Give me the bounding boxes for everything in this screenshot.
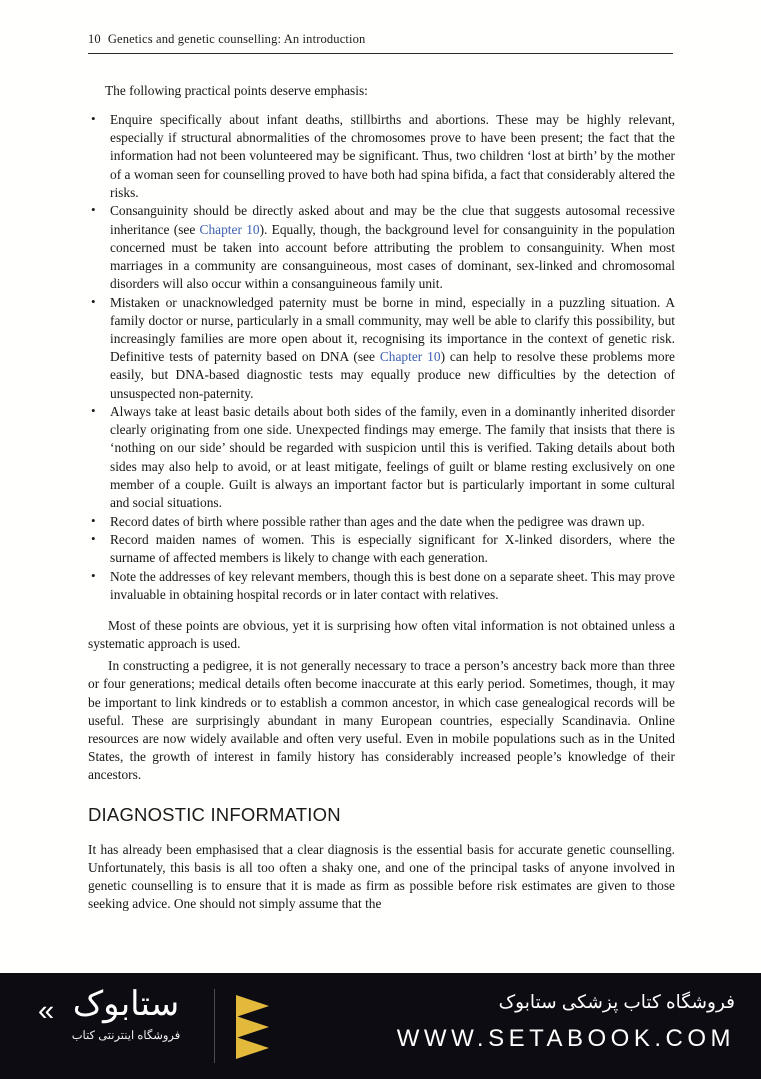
- paragraph-summary: Most of these points are obvious, yet it is surprising how often vital information is not obtained unless a systematic approach is used.: [88, 617, 675, 652]
- page-body: [88, 82, 675, 927]
- list-item: • Record dates of birth where possible rather than ages and the date when the pedigree was drawn up.: [88, 513, 675, 531]
- list-item: • Note the addresses of key relevant members, though this is best done on a separate sheet. This may prove invaluable in obtaining hospital records or in later contact with relatives.: [88, 568, 675, 604]
- chevron-shape: [236, 1016, 269, 1038]
- chevron-shape: [236, 995, 269, 1017]
- logo-wordmark: ستابوک: [72, 985, 180, 1023]
- page-header: [88, 32, 673, 54]
- banner-divider: [214, 989, 215, 1063]
- practical-points-list: [88, 111, 675, 604]
- list-item: • Always take at least basic details about both sides of the family, even in a dominantly inherited disorder clearly originating from one side. Unexpected findings may emerge. The family that insists that there is ‘nothing on our side’ should be regarded with suspicion until this is verified. Taking details about both sides may also help to avoid, or at least mitigate, feelings of guilt or blame resting exclusively on one member of a couple. Guilt is always an important factor but is particularly important in some cultural and social situations.: [88, 403, 675, 512]
- intro-paragraph: The following practical points deserve emphasis:: [105, 83, 368, 98]
- paragraph-diagnostic: It has already been emphasised that a clear diagnosis is the essential basis for accurate genetic counselling. Unfortunately, this basis is all too often a shaky one, and one of the principal tasks of anyone involved in genetic counselling is to ensure that it is made as firm as possible before risk estimates are given to those seeking advice. One should not simply assume that the: [88, 841, 675, 912]
- chevron-left-icon: «: [38, 995, 49, 1027]
- chevron-mark-icon: [236, 995, 302, 1057]
- site-logo: [46, 987, 206, 1042]
- list-item: • Enquire specifically about infant deaths, stillbirths and abortions. These may be highly relevant, especially if structural abnormalities of the chromosomes prove to have been present; the fact that the information had not been volunteered may be significant. Thus, two children ‘lost at birth’ by the mother of a woman seen for counselling proved to have both had spina bifida, a fact that considerably altered the risks.: [88, 111, 675, 202]
- banner-tagline: فروشگاه کتاب پزشکی ستابوک: [498, 991, 735, 1012]
- spacer: [88, 605, 675, 617]
- section-title: DIAGNOSTIC INFORMATION: [88, 804, 341, 826]
- chevron-shape: [236, 1037, 269, 1059]
- header-divider: [88, 53, 673, 54]
- page-number: 10: [88, 32, 101, 46]
- paragraph-pedigree: In constructing a pedigree, it is not generally necessary to trace a person’s ancestry back more than three or four generations; medical details often become inaccurate at this early period. Sometimes, though, it may be important to link kindreds or to establish a common ancestor, in which case genealogical records will be useful. These are surprisingly abundant in many European countries, especially Scandinavia. Online resources are now widely available and often very useful. Even in mobile populations such as in the United States, the growth of interest in family history has considerably increased people’s knowledge of their ancestors.: [88, 658, 675, 783]
- running-title: Genetics and genetic counselling: An introduction: [107, 32, 366, 46]
- list-item: • Record maiden names of women. This is especially significant for X-linked disorders, where the surname of affected members is likely to change with each generation.: [88, 531, 675, 567]
- list-item: • Mistaken or unacknowledged paternity must be borne in mind, especially in a puzzling situation. A family doctor or nurse, particularly in a small community, may well be able to clarify this possibility, but increasingly families are more open about it, recognising its importance in the context of genetic risk. Definitive tests of paternity based on DNA (see Chapter 10) can help to resolve these problems more easily, but DNA-based diagnostic tests may equally produce new difficulties by the detection of unsuspected non-paternity.: [88, 294, 675, 403]
- chapter-link[interactable]: Chapter 10: [379, 349, 441, 365]
- chapter-link[interactable]: Chapter 10: [199, 221, 260, 237]
- banner-text-block: [397, 991, 735, 1053]
- banner-website-url[interactable]: WWW.SETABOOK.COM: [396, 1025, 735, 1052]
- running-head: [88, 32, 673, 53]
- logo-subtitle: فروشگاه اینترنتی کتاب: [71, 1029, 181, 1042]
- list-item: • Consanguinity should be directly asked about and may be the clue that suggests autosomal recessive inheritance (see Chapter 10). Equally, though, the background level for consanguinity in the population concerned must be taken into account before attributing the problem to consanguinity. When most marriages in a community are consanguineous, most cases of dominant, sex-linked and chromosomal disorders will also occur within a consanguineous family unit.: [88, 202, 675, 293]
- watermark-banner: [0, 973, 761, 1079]
